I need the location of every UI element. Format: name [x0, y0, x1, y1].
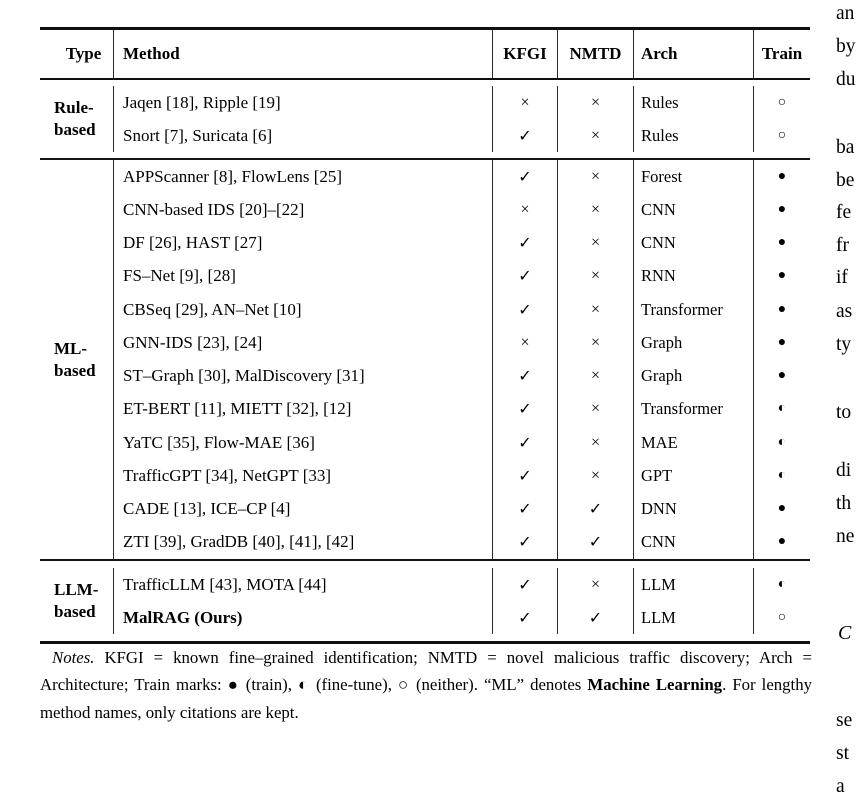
- text-fragment: fe: [836, 202, 852, 223]
- train-mark: ○: [753, 119, 810, 152]
- nmtd-cell: ×: [557, 86, 633, 119]
- type-label-rule-based: [40, 86, 113, 152]
- type-label-line2: based: [54, 602, 96, 621]
- arch-cell: Rules: [633, 119, 753, 152]
- method-cell: DF [26], HAST [27]: [113, 227, 492, 260]
- arch-cell: RNN: [633, 260, 753, 293]
- arch-cell: LLM: [633, 568, 753, 601]
- text-fragment: st: [836, 743, 850, 764]
- nmtd-cell: ×: [557, 260, 633, 293]
- train-mark: ●: [753, 260, 810, 293]
- arch-cell: CNN: [633, 227, 753, 260]
- kfgi-cell: ✓: [492, 393, 557, 426]
- text-fragment: du: [836, 69, 856, 90]
- notes-text-2: . For lengthy method names, only citations are kept.: [40, 675, 812, 722]
- col-header-kfgi: KFGI: [492, 30, 557, 78]
- text-fragment: di: [836, 460, 852, 481]
- method-cell: CADE [13], ICE–CP [4]: [113, 493, 492, 526]
- kfgi-cell: ✓: [492, 293, 557, 326]
- kfgi-cell: ✓: [492, 360, 557, 393]
- table-header-row: [40, 30, 810, 80]
- type-label-line1: LLM-: [54, 580, 99, 599]
- nmtd-cell: ✓: [557, 601, 633, 634]
- text-fragment: ne: [836, 526, 855, 547]
- kfgi-cell: ✓: [492, 526, 557, 559]
- table-section-llm-based: [40, 561, 810, 641]
- train-mark: ●: [753, 526, 810, 559]
- method-cell: GNN-IDS [23], [24]: [113, 326, 492, 359]
- method-cell: FS–Net [9], [28]: [113, 260, 492, 293]
- nmtd-cell: ×: [557, 568, 633, 601]
- type-label-ml-based: [40, 160, 113, 559]
- section-heading-fragment: C: [838, 622, 852, 644]
- notes-label: Notes.: [52, 648, 95, 667]
- arch-cell: DNN: [633, 493, 753, 526]
- kfgi-cell: ✓: [492, 119, 557, 152]
- notes-text-1: KFGI = known fine–grained identification; NMTD = novel malicious traffic discovery; Arch = Architecture; Train marks: ● (train), ◐ (fine-tune), ○ (neither). “ML” denotes: [40, 648, 812, 695]
- type-label-line2: based: [54, 360, 96, 380]
- kfgi-cell: ✓: [492, 426, 557, 459]
- kfgi-cell: ×: [492, 326, 557, 359]
- text-fragment: ty: [836, 334, 852, 355]
- col-header-train: Train: [753, 30, 810, 78]
- train-mark: ◐: [753, 426, 810, 459]
- text-fragment: ba: [836, 137, 855, 158]
- nmtd-cell: ✓: [557, 493, 633, 526]
- method-cell-ours: MalRAG (Ours): [113, 601, 492, 634]
- arch-cell: CNN: [633, 526, 753, 559]
- kfgi-cell: ✓: [492, 568, 557, 601]
- kfgi-cell: ✓: [492, 260, 557, 293]
- kfgi-cell: ×: [492, 86, 557, 119]
- table-section-rule-based: [40, 80, 810, 160]
- kfgi-cell: ×: [492, 193, 557, 226]
- text-fragment: by: [836, 36, 856, 57]
- table-notes: [40, 644, 812, 726]
- comparison-table: [40, 27, 810, 644]
- method-cell: CNN-based IDS [20]–[22]: [113, 193, 492, 226]
- train-mark: ◐: [753, 459, 810, 492]
- text-fragment: as: [836, 301, 853, 322]
- col-header-nmtd: NMTD: [557, 30, 633, 78]
- kfgi-cell: ✓: [492, 601, 557, 634]
- train-mark: ○: [753, 601, 810, 634]
- text-fragment: fr: [836, 235, 849, 256]
- kfgi-cell: ✓: [492, 227, 557, 260]
- col-header-arch: Arch: [633, 30, 753, 78]
- method-cell: Jaqen [18], Ripple [19]: [113, 86, 492, 119]
- train-mark: ●: [753, 227, 810, 260]
- train-mark: ●: [753, 360, 810, 393]
- arch-cell: Rules: [633, 86, 753, 119]
- nmtd-cell: ×: [557, 193, 633, 226]
- type-label-line1: ML-: [54, 338, 88, 358]
- text-fragment: an: [836, 3, 855, 24]
- train-mark: ◐: [753, 568, 810, 601]
- train-mark: ●: [753, 493, 810, 526]
- col-header-method: Method: [113, 30, 492, 78]
- train-mark: ◐: [753, 393, 810, 426]
- text-fragment: to: [836, 402, 852, 423]
- method-cell: ZTI [39], GradDB [40], [41], [42]: [113, 526, 492, 559]
- notes-bold-term: Machine Learning: [587, 675, 723, 695]
- text-fragment: if: [836, 267, 848, 288]
- nmtd-cell: ×: [557, 459, 633, 492]
- method-cell: YaTC [35], Flow-MAE [36]: [113, 426, 492, 459]
- method-cell: CBSeq [29], AN–Net [10]: [113, 293, 492, 326]
- type-label-line2: based: [54, 120, 96, 139]
- nmtd-cell: ✓: [557, 526, 633, 559]
- train-mark: ●: [753, 193, 810, 226]
- method-cell: Snort [7], Suricata [6]: [113, 119, 492, 152]
- nmtd-cell: ×: [557, 326, 633, 359]
- arch-cell: CNN: [633, 193, 753, 226]
- nmtd-cell: ×: [557, 426, 633, 459]
- arch-cell: GPT: [633, 459, 753, 492]
- kfgi-cell: ✓: [492, 459, 557, 492]
- kfgi-cell: ✓: [492, 493, 557, 526]
- arch-cell: MAE: [633, 426, 753, 459]
- text-fragment: se: [836, 710, 853, 731]
- nmtd-cell: ×: [557, 360, 633, 393]
- nmtd-cell: ×: [557, 119, 633, 152]
- type-label-llm-based: [40, 568, 113, 634]
- arch-cell: Transformer: [633, 293, 753, 326]
- col-header-type: Type: [65, 44, 102, 63]
- nmtd-cell: ×: [557, 160, 633, 193]
- arch-cell: Graph: [633, 326, 753, 359]
- method-cell: ET-BERT [11], MIETT [32], [12]: [113, 393, 492, 426]
- nmtd-cell: ×: [557, 227, 633, 260]
- arch-cell: Graph: [633, 360, 753, 393]
- text-fragment: a: [836, 776, 845, 797]
- method-cell: ST–Graph [30], MalDiscovery [31]: [113, 360, 492, 393]
- arch-cell: LLM: [633, 601, 753, 634]
- method-cell: TrafficLLM [43], MOTA [44]: [113, 568, 492, 601]
- train-mark: ○: [753, 86, 810, 119]
- train-mark: ●: [753, 326, 810, 359]
- text-fragment: be: [836, 170, 855, 191]
- type-label-line1: Rule-: [54, 98, 94, 117]
- nmtd-cell: ×: [557, 293, 633, 326]
- train-mark: ●: [753, 160, 810, 193]
- nmtd-cell: ×: [557, 393, 633, 426]
- table-section-ml-based: [40, 160, 810, 561]
- kfgi-cell: ✓: [492, 160, 557, 193]
- method-cell: APPScanner [8], FlowLens [25]: [113, 160, 492, 193]
- arch-cell: Forest: [633, 160, 753, 193]
- train-mark: ●: [753, 293, 810, 326]
- text-fragment: th: [836, 493, 852, 514]
- method-cell: TrafficGPT [34], NetGPT [33]: [113, 459, 492, 492]
- arch-cell: Transformer: [633, 393, 753, 426]
